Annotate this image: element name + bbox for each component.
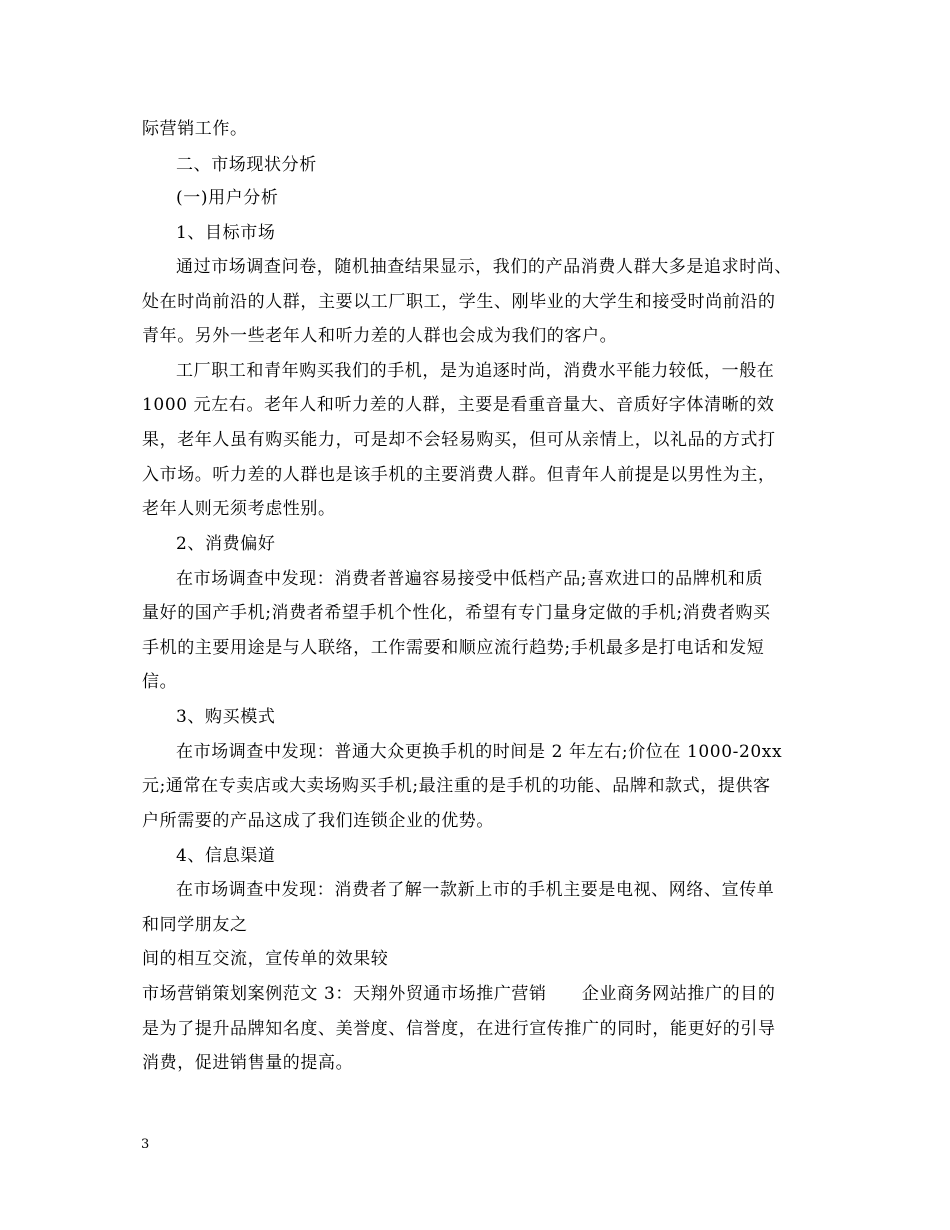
subsection-heading-user-analysis: (一)用户分析	[176, 188, 279, 208]
section-heading-market-analysis: 二、市场现状分析	[176, 155, 317, 175]
body-text-line: 在市场调查中发现：普通大众更换手机的时间是 2 年左右;价位在 1000-20xx	[176, 742, 783, 762]
body-text-line: 户所需要的产品这成了我们连锁企业的优势。	[142, 811, 494, 831]
body-text-line: 入市场。听力差的人群也是该手机的主要消费人群。但青年人前提是以男性为主，	[142, 465, 776, 485]
body-text-line: 在市场调查中发现：消费者了解一款新上市的手机主要是电视、网络、宣传单	[176, 880, 775, 900]
body-text-line: 量好的国产手机;消费者希望手机个性化，希望有专门量身定做的手机;消费者购买	[142, 603, 771, 623]
body-text-line: 在市场调查中发现：消费者普遍容易接受中低档产品;喜欢进口的品牌机和质	[176, 569, 764, 589]
body-text-line: 青年。另外一些老年人和听力差的人群也会成为我们的客户。	[142, 326, 618, 346]
body-text-line: 和同学朋友之	[142, 915, 248, 935]
body-text-line: 元;通常在专卖店或大卖场购买手机;最注重的是手机的功能、品牌和款式，提供客	[142, 776, 771, 796]
item-heading-purchase-mode: 3、购买模式	[176, 707, 276, 727]
body-text-line: 消费，促进销售量的提高。	[142, 1053, 354, 1073]
body-text-line: 间的相互交流，宣传单的效果较	[142, 949, 389, 969]
body-text-line: 信。	[142, 672, 178, 692]
body-text-line: 通过市场调查问卷，随机抽查结果显示，我们的产品消费人群大多是追求时尚、	[176, 257, 792, 277]
paragraph-continuation: 际营销工作。	[142, 119, 248, 139]
body-text-line: 手机的主要用途是与人联络，工作需要和顺应流行趋势;手机最多是打电话和发短	[142, 638, 765, 658]
body-text-line: 果，老年人虽有购买能力，可是却不会轻易购买，但可从亲情上，以礼品的方式打	[142, 430, 776, 450]
body-text-line: 处在时尚前沿的人群，主要以工厂职工，学生、刚毕业的大学生和接受时尚前沿的	[142, 292, 776, 312]
body-text-line: 工厂职工和青年购买我们的手机，是为追逐时尚，消费水平能力较低，一般在	[176, 361, 775, 381]
body-text-line: 1000 元左右。老年人和听力差的人群，主要是看重音量大、音质好字体清晰的效	[142, 395, 775, 415]
item-heading-consumer-preference: 2、消费偏好	[176, 534, 276, 554]
page-number: 3	[141, 1137, 150, 1152]
body-text-line: 是为了提升品牌知名度、美誉度、信誉度，在进行宣传推广的同时，能更好的引导	[142, 1019, 776, 1039]
body-text-line: 老年人则无须考虑性别。	[142, 499, 336, 519]
item-heading-info-channels: 4、信息渠道	[176, 846, 276, 866]
item-heading-target-market: 1、目标市场	[176, 223, 276, 243]
body-text-line: 市场营销策划案例范文 3：天翔外贸通市场推广营销 企业商务网站推广的目的	[142, 984, 776, 1004]
